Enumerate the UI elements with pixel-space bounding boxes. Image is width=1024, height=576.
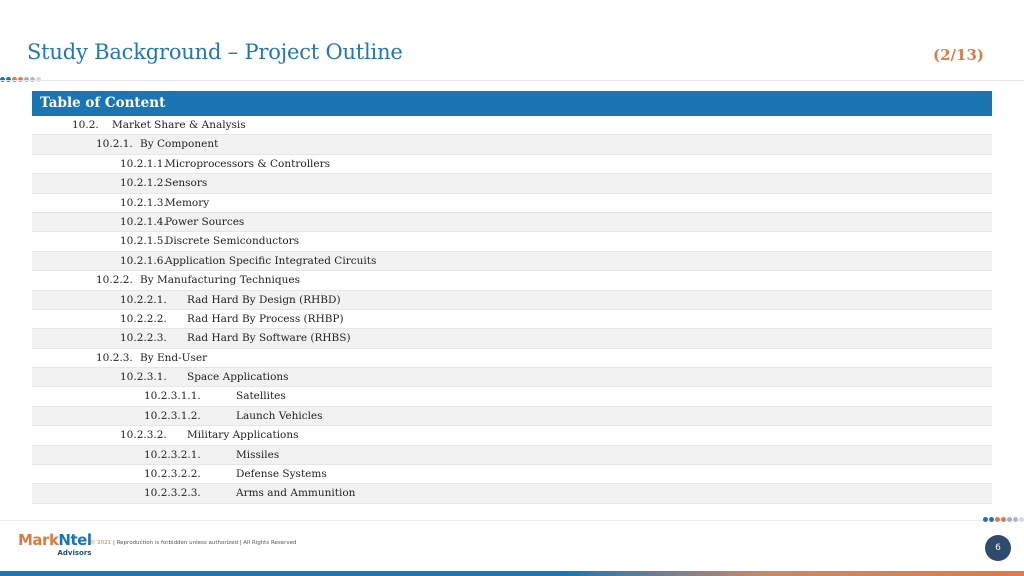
toc-row <box>32 329 992 348</box>
toc-row-number: 10.2.3. <box>96 351 133 364</box>
header-divider <box>0 80 1024 81</box>
toc-row-number: 10.2.3.1. <box>120 371 167 384</box>
toc-row-number: 10.2.3.1.2. <box>144 409 201 422</box>
toc-row-label: Launch Vehicles <box>236 409 323 422</box>
toc-row-label: Microprocessors & Controllers <box>165 157 331 170</box>
toc-row <box>32 349 992 368</box>
toc-row <box>32 484 992 503</box>
toc-row <box>32 310 992 329</box>
toc-rows <box>32 116 992 504</box>
toc-row-label: Military Applications <box>187 429 299 442</box>
toc-row <box>32 387 992 406</box>
toc-row-number: 10.2.3.2.2. <box>144 468 201 481</box>
toc-row-number: 10.2.3.2.1. <box>144 448 201 461</box>
page-indicator: (2/13) <box>933 46 984 64</box>
page-number-badge: 6 <box>985 535 1011 561</box>
toc-row <box>32 368 992 387</box>
company-logo <box>18 533 91 557</box>
toc-row <box>32 271 992 290</box>
toc-row-number: 10.2.1.2. <box>120 177 167 190</box>
toc-row-label: Space Applications <box>187 371 289 384</box>
toc-row-number: 10.2.2.1. <box>120 293 167 306</box>
toc-row-number: 10.2.1.3. <box>120 196 167 209</box>
toc-row-label: Defense Systems <box>236 468 327 481</box>
logo-mark-text: Mark <box>18 531 59 549</box>
copyright-year: © 2021 <box>90 540 112 546</box>
toc-row-number: 10.2.1.4. <box>120 215 167 228</box>
toc-row-label: Rad Hard By Process (RHBP) <box>187 312 344 325</box>
toc-row <box>32 135 992 154</box>
toc-row-label: Application Specific Integrated Circuits <box>165 254 377 267</box>
toc-row-label: Satellites <box>236 390 286 403</box>
logo-subtitle: Advisors <box>57 549 92 557</box>
toc-row <box>32 465 992 484</box>
toc-row-number: 10.2.2.2. <box>120 312 167 325</box>
toc-row-label: Power Sources <box>165 215 245 228</box>
toc-row-label: By Manufacturing Techniques <box>140 274 300 287</box>
toc-row <box>32 426 992 445</box>
toc-row <box>32 155 992 174</box>
copyright-notice <box>90 540 297 546</box>
toc-row-number: 10.2. <box>72 119 99 131</box>
page-title: Study Background – Project Outline <box>27 40 403 64</box>
bottom-accent-bar <box>0 571 1024 576</box>
toc-row-number: 10.2.2.3. <box>120 332 167 345</box>
toc-row <box>32 291 992 310</box>
toc-row-label: Sensors <box>165 177 208 190</box>
toc-row-number: 10.2.1.5. <box>120 235 167 248</box>
toc-row <box>32 252 992 271</box>
toc-row-label: Rad Hard By Design (RHBD) <box>187 293 341 306</box>
toc-row-number: 10.2.2. <box>96 274 133 287</box>
toc-row <box>32 174 992 193</box>
toc-row-number: 10.2.1.6. <box>120 254 167 267</box>
copyright-text: | Reproduction is forbidden unless authorized | All Rights Reserved <box>111 540 297 546</box>
toc-row-number: 10.2.3.2.3. <box>144 487 201 500</box>
toc-row <box>32 194 992 213</box>
toc-row-number: 10.2.1. <box>96 138 133 151</box>
toc-row-label: Arms and Ammunition <box>236 487 356 500</box>
toc-row <box>32 446 992 465</box>
toc-row-label: By End-User <box>140 351 208 364</box>
table-of-content <box>32 91 992 504</box>
toc-row-label: Missiles <box>236 448 280 461</box>
footer-divider <box>0 520 1024 521</box>
toc-row <box>32 213 992 232</box>
toc-row-number: 10.2.3.2. <box>120 429 167 442</box>
toc-row <box>32 116 992 135</box>
toc-row-label: Memory <box>165 196 210 209</box>
toc-row-label: Discrete Semiconductors <box>165 235 300 248</box>
toc-row <box>32 407 992 426</box>
dots-decoration-right <box>983 517 1024 522</box>
toc-row <box>32 232 992 251</box>
toc-row-label: By Component <box>140 138 219 151</box>
logo-ntel-text: Ntel <box>58 531 92 549</box>
toc-row-label: Market Share & Analysis <box>112 119 246 131</box>
toc-row-label: Rad Hard By Software (RHBS) <box>187 332 351 345</box>
toc-row-number: 10.2.1.1. <box>120 157 167 170</box>
toc-row-number: 10.2.3.1.1. <box>144 390 201 403</box>
toc-heading: Table of Content <box>32 91 992 116</box>
